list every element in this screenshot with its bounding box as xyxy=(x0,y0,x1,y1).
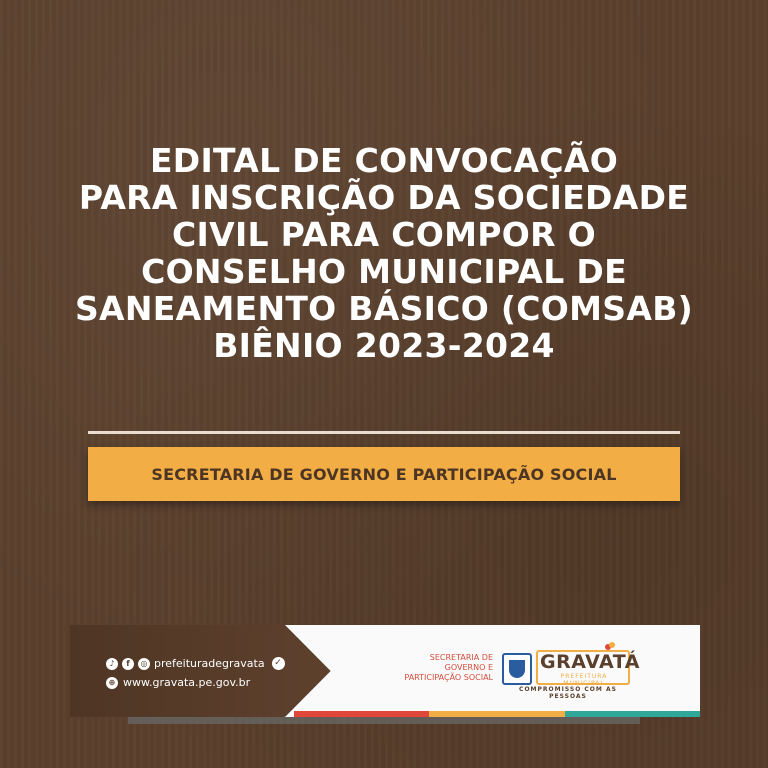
department-banner-label: SECRETARIA DE GOVERNO E PARTICIPAÇÃO SOCIAL xyxy=(151,464,617,484)
footer-left-panel-fill xyxy=(70,625,330,717)
secretaria-label xyxy=(393,653,493,683)
tiktok-icon[interactable]: ♪ xyxy=(106,658,118,670)
divider xyxy=(88,431,680,434)
globe-icon: ⊕ xyxy=(106,677,118,689)
department-banner xyxy=(88,447,680,501)
footer-shadow xyxy=(128,716,640,724)
color-stripes xyxy=(294,711,700,717)
facebook-icon[interactable]: f xyxy=(122,658,134,670)
headline-line: PARA INSCRIÇÃO DA SOCIEDADE xyxy=(78,178,690,217)
secretaria-line: PARTICIPAÇÃO SOCIAL xyxy=(404,673,493,682)
instagram-icon[interactable]: ◎ xyxy=(138,658,150,670)
social-handle[interactable]: prefeituradegravata xyxy=(154,657,265,670)
stripe-teal xyxy=(565,711,700,717)
website-row xyxy=(106,676,250,689)
brand-name: GRAVATÁ xyxy=(540,651,640,673)
website-link[interactable]: www.gravata.pe.gov.br xyxy=(123,676,251,689)
headline-line: BIÊNIO 2023-2024 xyxy=(213,326,555,365)
headline-line: EDITAL DE CONVOCAÇÃO xyxy=(149,141,619,180)
social-row xyxy=(106,657,285,670)
headline-line: SANEAMENTO BÁSICO (COMSAB) xyxy=(74,289,694,328)
headline-line: CIVIL PARA COMPOR O xyxy=(172,215,596,254)
secretaria-line: GOVERNO E xyxy=(444,663,493,672)
municipal-seal-icon xyxy=(502,653,532,685)
headline xyxy=(0,142,768,364)
secretaria-line: SECRETARIA DE xyxy=(429,653,493,662)
stripe-orange xyxy=(429,711,564,717)
headline-line: CONSELHO MUNICIPAL DE xyxy=(141,252,627,291)
brand-subtitle: PREFEITURA MUNICIPAL xyxy=(560,673,608,687)
verified-icon: ✓ xyxy=(272,657,285,670)
brand-tagline: COMPROMISSO COM AS PESSOAS xyxy=(519,686,617,700)
stripe-red xyxy=(294,711,429,717)
